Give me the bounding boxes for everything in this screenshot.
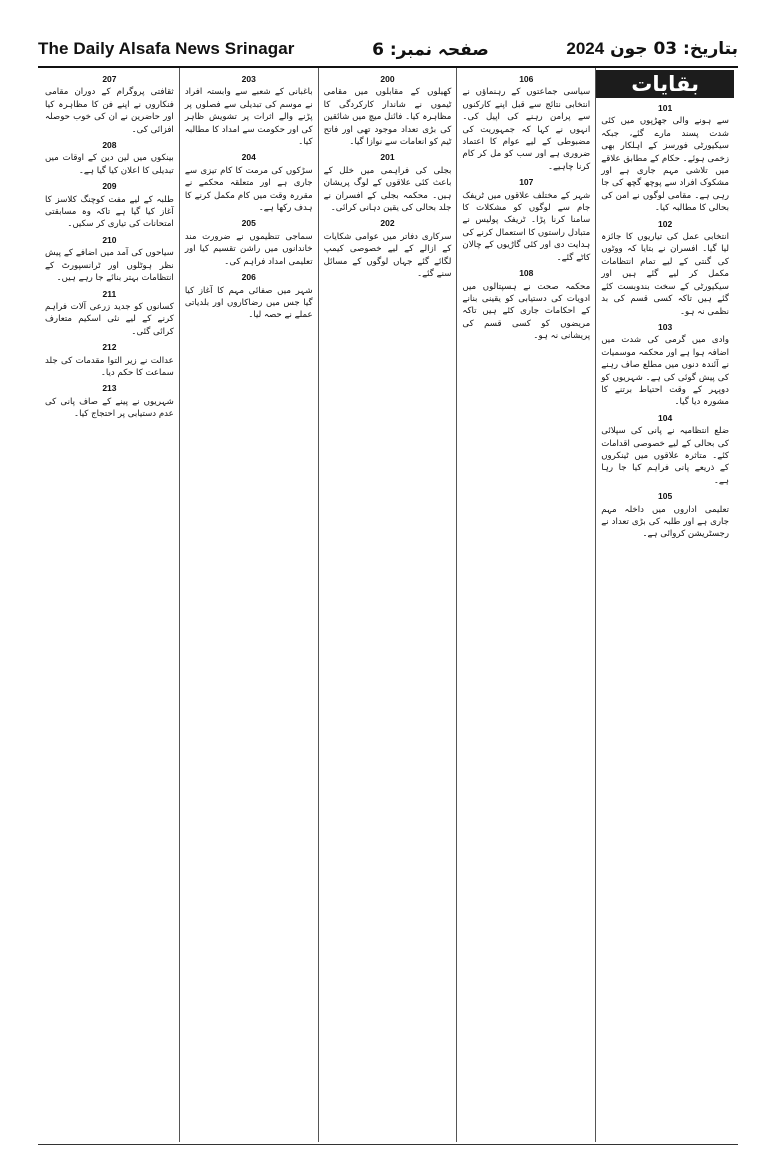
article-number: 107 [519, 177, 534, 188]
article [601, 412, 729, 487]
article [601, 218, 729, 318]
article [45, 180, 174, 231]
date-label: بتاریخ: 03 جون [610, 39, 738, 59]
article [45, 382, 174, 420]
article-text: محکمہ صحت نے ہسپتالوں میں ادویات کی دستیابی کو یقینی بنانے کے احکامات جاری کئے ہیں تاکہ مریضوں کو کسی قسم کی پریشانی نہ ہو۔ [462, 281, 591, 342]
article [185, 73, 313, 148]
article-number: 103 [658, 321, 673, 332]
article-number: 204 [241, 152, 256, 163]
article-number: 207 [102, 74, 117, 84]
article [45, 288, 174, 339]
article-text: سرکاری دفاتر میں عوامی شکایات کے ازالے کے لیے خصوصی کیمپ لگائے گئے جہاں لوگوں کے مسائل سنے گئے۔ [323, 231, 452, 280]
article-text: شہر میں صفائی مہم کا آغاز کیا گیا جس میں رضاکاروں اور بلدیاتی عملے نے حصہ لیا۔ [184, 285, 313, 321]
article-text: ضلع انتظامیہ نے پانی کی سپلائی کی بحالی کے لیے خصوصی اقدامات کئے۔ متاثرہ علاقوں میں ٹینکروں کے ذریعے پانی فراہم کیا جا رہا ہے۔ [601, 426, 729, 486]
article [324, 151, 452, 214]
article-text: شہر کے مختلف علاقوں میں ٹریفک جام سے لوگوں کو مشکلات کا سامنا کرنا پڑا۔ ٹریفک پولیس نے متبادل راستوں کا استعمال کرنے کی ہدایت دی اور کئی گاڑیوں کے چالان کاٹے گئے۔ [462, 190, 591, 263]
article [462, 73, 590, 173]
article-text: عدالت نے زیر التوا مقدمات کی جلد سماعت کا حکم دیا۔ [45, 355, 174, 378]
article-text: کسانوں کو جدید زرعی آلات فراہم کرنے کے لیے نئی اسکیم متعارف کرائی گئی۔ [45, 301, 174, 337]
article [601, 102, 729, 215]
article-text: بجلی کی فراہمی میں خلل کے باعث کئی علاقوں کے لوگ پریشان ہیں۔ محکمہ بجلی کے افسران نے جلد بحالی کی یقین دہانی کرائی۔ [323, 165, 452, 214]
article [185, 271, 313, 322]
column-3 [318, 68, 457, 1142]
article-number: 201 [380, 152, 395, 163]
article-text: کھیلوں کے مقابلوں میں مقامی ٹیموں نے شاندار کارکردگی کا مظاہرہ کیا۔ فائنل میچ میں شائقین کی بڑی تعداد موجود تھی اور فاتح ٹیم کو انعامات سے نوازا گیا۔ [323, 87, 452, 148]
article [45, 234, 174, 285]
article-text: سماجی تنظیموں نے ضرورت مند خاندانوں میں راشن تقسیم کیا اور تعلیمی امداد فراہم کی۔ [184, 231, 313, 267]
article-number: 210 [102, 234, 117, 245]
article-number: 200 [380, 74, 395, 84]
columns [40, 68, 734, 1142]
article-number: 106 [519, 74, 534, 84]
article [462, 176, 590, 264]
article [324, 217, 452, 280]
article-number: 213 [102, 383, 117, 394]
article-text: تعلیمی اداروں میں داخلہ مہم جاری ہے اور طلبہ کی بڑی تعداد نے رجسٹریشن کروائی ہے۔ [601, 504, 729, 540]
article-text: انتخابی عمل کی تیاریوں کا جائزہ لیا گیا۔ افسران نے بتایا کہ ووٹوں کی گنتی کے لیے تمام انتظامات مکمل کر لیے گئے ہیں اور سیکیورٹی کے سخت بندوبست کئے گئے ہیں تاکہ کسی قسم کی بد نظمی نہ ہو۔ [601, 232, 729, 317]
article-text: سیاحوں کی آمد میں اضافے کے پیش نظر ہوٹلوں اور ٹرانسپورٹ کے انتظامات بہتر بنائے جا رہے ہیں۔ [45, 248, 174, 284]
article-number: 211 [102, 288, 117, 299]
article-number: 212 [102, 342, 117, 353]
article-number: 108 [519, 268, 534, 279]
article [601, 321, 729, 409]
article-text: باغبانی کے شعبے سے وابستہ افراد نے موسم کی تبدیلی سے فصلوں پر پڑنے والے اثرات پر تشویش ظاہر کی اور حکومت سے امداد کا مطالبہ کیا۔ [184, 87, 313, 148]
publication-title: The Daily Alsafa News Srinagar [38, 39, 295, 58]
masthead [38, 32, 738, 68]
article [324, 73, 452, 148]
article [601, 490, 729, 541]
article-number: 203 [241, 74, 256, 84]
issue-date [566, 39, 738, 59]
footer-rule [38, 1144, 738, 1145]
column-5 [40, 68, 179, 1142]
article-text: وادی میں گرمی کی شدت میں اضافہ ہوا ہے اور محکمہ موسمیات نے آئندہ دنوں میں مطلع صاف رہنے کی پیش گوئی کی ہے۔ شہریوں کو دوپہر کے وقت احتیاط برتنے کا مشورہ دیا گیا۔ [601, 335, 729, 408]
column-2 [456, 68, 595, 1142]
article-text: ثقافتی پروگرام کے دوران مقامی فنکاروں نے اپنے فن کا مظاہرہ کیا اور حاضرین نے ان کی خوب حوصلہ افزائی کی۔ [45, 87, 174, 135]
article-text: بینکوں میں لین دین کے اوقات میں تبدیلی کا اعلان کیا گیا ہے۔ [45, 153, 174, 176]
article-text: سڑکوں کی مرمت کا کام تیزی سے جاری ہے اور متعلقہ محکمے نے مقررہ وقت میں کام مکمل کرنے کا ہدف رکھا ہے۔ [184, 165, 313, 214]
year: 2024 [566, 39, 605, 58]
article-text: سے ہونے والی جھڑپوں میں کئی شدت پسند مارے گئے، جبکہ سیکیورٹی فورسز کے اہلکار بھی زخمی ہوئے۔ حکام کے مطابق علاقے میں تلاشی مہم جاری ہے اور مشکوک افراد سے پوچھ گچھ کی جا رہی ہے۔ مقامی لوگوں نے امن کی بحالی کا مطالبہ کیا۔ [601, 116, 729, 214]
article-number: 209 [102, 181, 117, 192]
section-banner: بقایات [596, 70, 734, 98]
article [45, 341, 174, 379]
article-number: 104 [658, 412, 673, 423]
article-number: 102 [658, 218, 673, 229]
article-number: 202 [380, 218, 395, 229]
article-number: 208 [102, 140, 117, 151]
article [185, 151, 313, 214]
article-number: 205 [241, 218, 256, 229]
article-number: 105 [658, 491, 673, 502]
article [462, 267, 590, 342]
article-number: 206 [241, 272, 256, 283]
article-text: سیاسی جماعتوں کے رہنماؤں نے انتخابی نتائج سے قبل اپنے کارکنوں سے پرامن رہنے کی اپیل کی۔ انہوں نے کہا کہ جمہوریت کی مضبوطی کے لیے عوام کا اعتماد ضروری ہے اور سب کو مل کر کام کرنا چاہیے۔ [462, 87, 591, 172]
article [185, 217, 313, 268]
article-text: طلبہ کے لیے مفت کوچنگ کلاسز کا آغاز کیا گیا ہے تاکہ وہ مسابقتی امتحانات کی تیاری کر سکیں۔ [45, 194, 174, 230]
article-number: 101 [658, 103, 673, 113]
article [45, 139, 174, 177]
article [45, 73, 174, 136]
page-number: صفحہ نمبر: 6 [372, 39, 489, 60]
column-1 [595, 68, 734, 1142]
article-text: شہریوں نے پینے کے صاف پانی کی عدم دستیابی پر احتجاج کیا۔ [45, 396, 174, 420]
column-4 [179, 68, 318, 1142]
